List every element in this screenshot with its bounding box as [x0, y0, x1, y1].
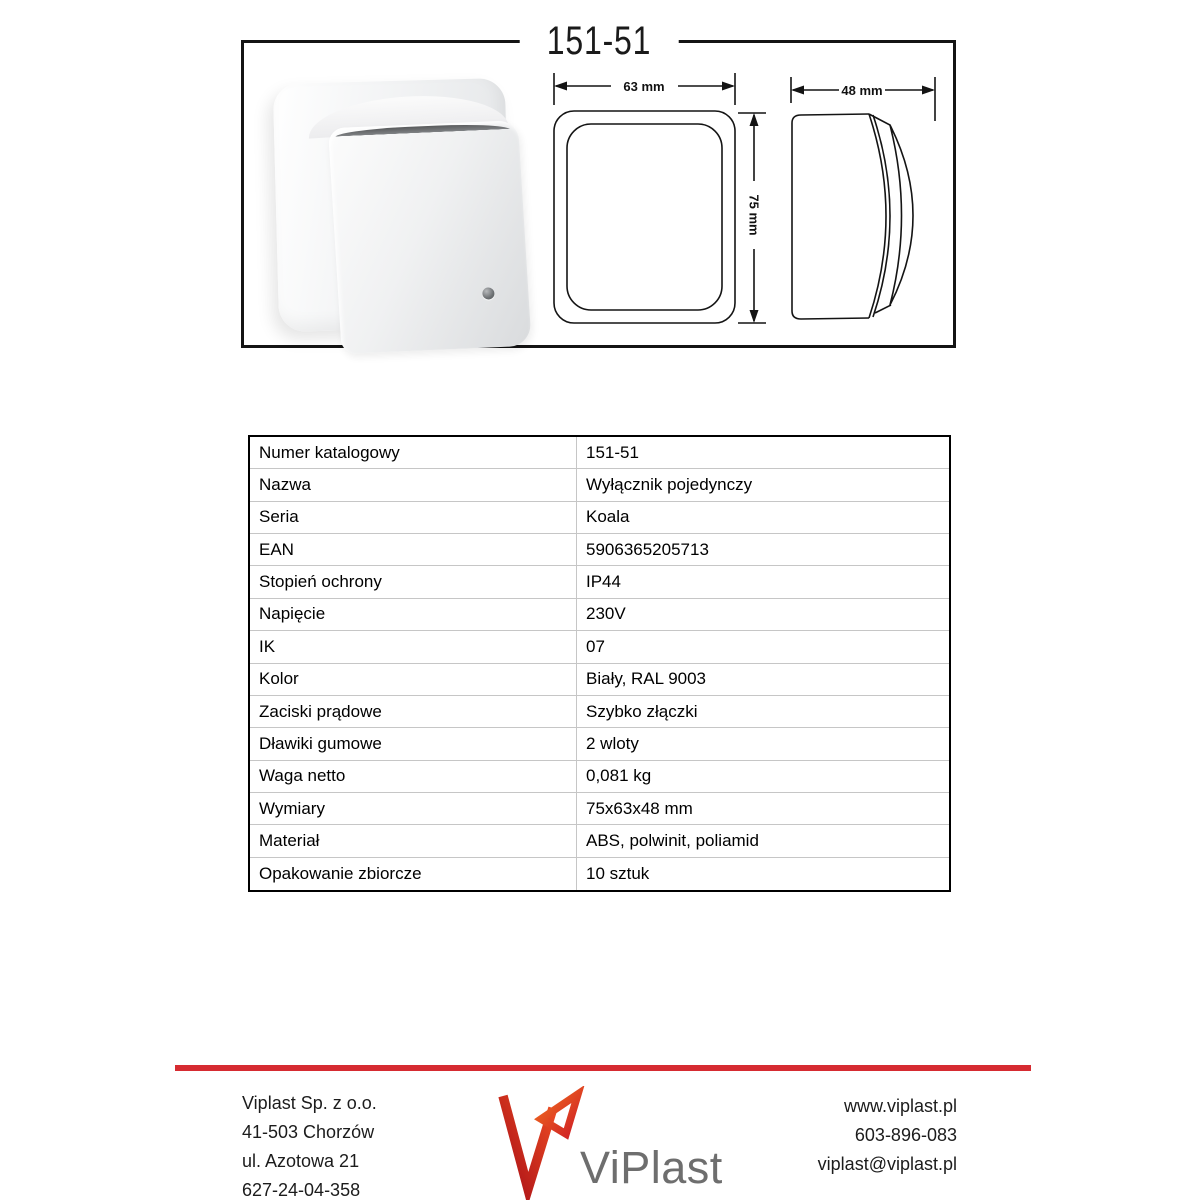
spec-row-value: 75x63x48 mm [577, 793, 949, 825]
spec-row-label: Stopień ochrony [250, 566, 577, 598]
arrowhead-left2-icon [791, 86, 804, 95]
front-height-label: 75 mm [746, 194, 762, 236]
company-name: Viplast Sp. z o.o. [242, 1093, 377, 1113]
spec-row-label: Nazwa [250, 469, 577, 501]
company-city: 41-503 Chorzów [242, 1122, 375, 1142]
spec-row-value: 230V [577, 599, 949, 631]
arrowhead-right-icon [722, 82, 735, 91]
front-width-label: 63 mm [623, 79, 665, 94]
spec-row-value: Wyłącznik pojedynczy [577, 469, 949, 501]
spec-row-value: 0,081 kg [577, 761, 949, 793]
footer-accent-rule [175, 1065, 1031, 1071]
company-street: ul. Azotowa 21 [242, 1151, 360, 1171]
side-depth-label: 48 mm [841, 83, 883, 98]
arrowhead-right2-icon [922, 86, 935, 95]
switch-body [273, 78, 511, 332]
spec-row-label: Wymiary [250, 793, 577, 825]
front-view-outline [554, 111, 735, 323]
spec-row-label: Dławiki gumowe [250, 728, 577, 760]
spec-row-value: Koala [577, 502, 949, 534]
product-frame [241, 40, 956, 348]
spec-row-label: Numer katalogowy [250, 437, 577, 469]
spec-row-label: Opakowanie zbiorcze [250, 858, 577, 890]
arrowhead-up-icon [750, 113, 759, 126]
spec-row-value: ABS, polwinit, poliamid [577, 825, 949, 857]
footer-address-block [242, 1089, 377, 1200]
spec-row-label: Materiał [250, 825, 577, 857]
spec-row-value: Biały, RAL 9003 [577, 664, 949, 696]
company-logo [496, 1086, 723, 1200]
spec-row-label: EAN [250, 534, 577, 566]
company-mobile: 603-896-083 [854, 1125, 957, 1145]
company-phone: 627-24-04-358 [242, 1180, 361, 1200]
logo-wordmark: ViPlast [580, 1142, 723, 1193]
spec-row-value: 2 wloty [577, 728, 949, 760]
arrowhead-down-icon [750, 310, 759, 323]
spec-row-label: Waga netto [250, 761, 577, 793]
company-email: viplast@viplast.pl [817, 1154, 957, 1174]
page-title [520, 19, 679, 64]
product-photo [256, 55, 546, 341]
spec-table [248, 435, 951, 892]
company-website: www.viplast.pl [843, 1096, 957, 1116]
footer-contact-block [712, 1092, 957, 1179]
spec-row-value: 07 [577, 631, 949, 663]
spec-row-value: 5906365205713 [577, 534, 949, 566]
spec-row-label: Napięcie [250, 599, 577, 631]
spec-row-label: Kolor [250, 664, 577, 696]
spec-row-label: Seria [250, 502, 577, 534]
spec-row-value: IP44 [577, 566, 949, 598]
spec-row-value: 10 sztuk [586, 863, 650, 883]
arrowhead-left-icon [554, 82, 567, 91]
spec-row-label: Zaciski prądowe [250, 696, 577, 728]
spec-row-value: Szybko złączki [577, 696, 949, 728]
switch-screw [482, 287, 495, 300]
side-view-outline [792, 114, 913, 319]
dimension-drawing [539, 59, 959, 343]
viplast-logo-icon [496, 1086, 588, 1200]
spec-row-label: IK [250, 631, 577, 663]
switch-rocker [328, 120, 532, 354]
spec-row-value: 151-51 [577, 437, 949, 469]
product-number: 151-51 [546, 19, 652, 63]
